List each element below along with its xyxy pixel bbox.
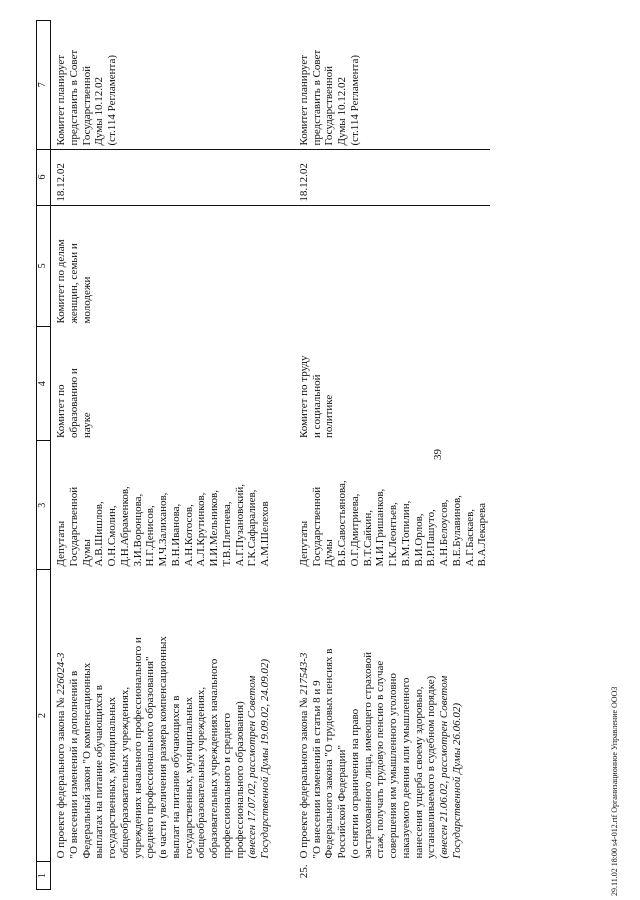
row-number — [51, 861, 273, 889]
column-header: 3 — [37, 441, 51, 569]
project-text: (о снятии ограничения на право — [348, 708, 361, 859]
spacer-cell — [273, 205, 294, 326]
project-text: выплатах на питание обучающихся в — [93, 685, 106, 859]
row-spacer — [273, 21, 294, 890]
initiators-line: А.Н.Белоусов, — [438, 499, 450, 567]
project-line — [55, 572, 68, 858]
responsible-committee-line: и социальной — [310, 374, 323, 438]
project-text: профессионального образования) — [233, 701, 246, 859]
footer-note: 29.11.02 18:00 s4-012.rtf Организационное Управление ООО3 — [610, 686, 619, 896]
initiators-line: О.Г.Дмитриева, — [348, 493, 361, 567]
spacer-cell — [273, 861, 294, 889]
initiators-line: А.Г.Баскаев, — [463, 508, 476, 567]
project-line — [349, 572, 362, 858]
project-line — [195, 572, 208, 858]
column-header: 6 — [37, 149, 51, 205]
project-text: Федерального закона "О трудовых пенсиях в — [323, 648, 336, 859]
committee-note-line: (ст.114 Регламента) — [106, 55, 118, 146]
project-line — [221, 572, 234, 858]
page-number: 39 — [432, 449, 444, 460]
initiators-line: И.И.Мельников, — [208, 490, 220, 567]
table-row — [51, 21, 273, 890]
initiators-line: Думы — [80, 539, 93, 567]
initiators-line: А.Н.Котосов, — [182, 504, 195, 567]
project-text: О проекте федерального закона № — [297, 694, 310, 859]
project-text: совершения им умышленного уголовно — [387, 673, 399, 859]
project-line — [208, 572, 221, 858]
responsible-committee-line: Комитет по труду — [297, 355, 310, 438]
review-date: 18.12.02 — [294, 149, 490, 205]
spacer-cell — [273, 569, 294, 861]
initiators-line: А.Г.Пузановский, — [233, 483, 246, 567]
project-text: застрахованного лица, имеющего страховой — [361, 652, 374, 859]
project-line — [413, 572, 426, 858]
co-committee — [51, 205, 273, 326]
initiators-line: Т.В.Плетнева, — [220, 501, 233, 567]
initiators — [51, 441, 273, 569]
initiators-line: М.Ч.Залиханов, — [157, 492, 169, 567]
project-text: выплат на питание обучающихся в — [169, 695, 182, 859]
project-italic: (внесен 21.06.02, рассмотрен Советом — [438, 675, 450, 859]
project-line — [425, 572, 438, 858]
co-committee — [294, 205, 490, 326]
committee-note — [294, 21, 490, 150]
initiators-line: Г.К.Леонтьев, — [387, 502, 399, 567]
project-description — [51, 569, 273, 861]
co-committee-line: Комитет по делам — [55, 239, 67, 324]
initiators-line: А.В.Шишлов, — [93, 501, 106, 567]
project-line — [170, 572, 183, 858]
project-text: профессионального и среднего — [220, 713, 233, 859]
initiators-line: А.М.Шелехов — [259, 501, 271, 567]
spacer-cell — [273, 21, 294, 150]
review-date: 18.12.02 — [51, 149, 273, 205]
initiators-line: Депутаты — [297, 520, 310, 567]
project-text: устанавливаемого в судебном порядке) — [425, 675, 438, 859]
table-body — [51, 21, 491, 890]
project-text: образовательных учреждениях начального — [208, 658, 220, 859]
committee-note-line: Думы 10.12.02 — [93, 77, 106, 146]
initiators-line: А.Л.Крутинков, — [195, 492, 208, 567]
project-text: наказуемого деяния или умышленного — [399, 677, 412, 859]
responsible-committee — [51, 327, 273, 441]
project-italic: 217543-3 — [297, 652, 310, 695]
project-text: государственных, муниципальных — [106, 696, 118, 859]
project-line — [68, 572, 81, 858]
project-line — [157, 572, 170, 858]
initiators-line: В.М.Топилин, — [399, 500, 412, 567]
project-line — [81, 572, 94, 858]
initiators-line: М.И.Гришанков, — [374, 488, 387, 567]
column-header: 4 — [37, 327, 51, 441]
project-line — [323, 572, 336, 858]
spacer-cell — [273, 441, 294, 569]
co-committee-line: молодежи — [80, 276, 93, 324]
project-line — [93, 572, 106, 858]
responsible-committee — [294, 327, 490, 441]
column-header: 2 — [37, 569, 51, 861]
project-italic: (внесен 17.07.02, рассмотрен Советом — [246, 675, 259, 859]
responsible-committee-line: политике — [323, 394, 336, 438]
project-text: (в части увеличения размера компенсационных — [157, 636, 169, 859]
spacer-cell — [273, 149, 294, 205]
responsible-committee-line: Комитет по — [55, 384, 67, 438]
project-text: "О внесении изменений и дополнений в — [67, 670, 80, 859]
committee-note-line: представить в Совет — [310, 49, 323, 146]
project-line — [119, 572, 132, 858]
project-text: среднего профессионального образования" — [144, 656, 157, 859]
initiators-line: Г.К.Сафаралиев, — [246, 489, 259, 567]
committee-note-line: Комитет планирует — [55, 54, 67, 146]
co-committee-line: женщин, семьи и — [67, 243, 80, 324]
row-number: 25. — [297, 864, 310, 879]
column-header: 1 — [37, 861, 51, 889]
project-line — [438, 572, 451, 858]
project-text: государственных, муниципальных — [182, 696, 195, 859]
committee-note-line: Государственной — [323, 65, 336, 146]
project-text: "О внесении изменений в статьи 8 и 9 — [310, 680, 323, 859]
initiators-line: Депутаты — [55, 520, 67, 567]
initiators-line: В.Н.Иванова, — [169, 503, 182, 567]
initiators-line: Государственной — [67, 486, 80, 567]
project-line — [387, 572, 400, 858]
project-line — [246, 572, 259, 858]
project-line — [374, 572, 387, 858]
project-line — [259, 572, 272, 858]
initiators-line: В.И.Орлов, — [412, 513, 425, 567]
committee-note — [51, 21, 273, 150]
project-line — [144, 572, 157, 858]
initiators-line: Н.Г.Денисов, — [144, 505, 157, 567]
committee-note-line: Комитет планирует — [297, 54, 310, 146]
initiators-line: Думы — [323, 539, 336, 567]
project-line — [298, 572, 311, 858]
column-header: 5 — [37, 205, 51, 326]
responsible-committee-line: образованию и — [67, 368, 80, 438]
project-text: учреждениях начального профессионального и — [131, 637, 144, 859]
project-line — [451, 572, 464, 858]
project-line — [106, 572, 119, 858]
project-line — [234, 572, 247, 858]
initiators-line: Д.Н.Абраменков, — [118, 486, 131, 567]
initiators-line: З.И.Воронцова, — [131, 493, 144, 567]
project-italic: 226024-3 — [55, 652, 67, 695]
project-line — [400, 572, 413, 858]
initiators-line: В.Р.Пашуто, — [425, 509, 438, 567]
initiators-line: В.Е.Булавинов, — [450, 495, 463, 567]
project-text: стаж, получать трудовую пенсию в случае — [374, 660, 387, 859]
column-header: 7 — [37, 21, 51, 150]
project-description — [294, 569, 490, 861]
initiators-line: О.Н.Смолин, — [106, 505, 118, 567]
initiators-line: В.А.Лекарева — [476, 503, 489, 567]
project-text: нанесения ущерба своему здоровью, — [412, 686, 425, 859]
bills-table — [36, 20, 490, 890]
project-line — [311, 572, 324, 858]
initiators-line: В.Б.Савостьянова, — [336, 480, 348, 567]
project-text: общеобразовательных учреждениях, — [118, 686, 131, 859]
project-text: общеобразовательных учреждениях, — [195, 686, 208, 859]
initiators — [294, 441, 490, 569]
committee-note-line: (ст.114 Регламента) — [348, 55, 361, 146]
project-italic: Государственной Думы 19.09.02, 24.09.02) — [259, 658, 271, 859]
responsible-committee-line: науке — [80, 412, 93, 438]
project-text: О проекте федерального закона № — [55, 694, 67, 859]
initiators-line: Государственной — [310, 486, 323, 567]
committee-note-line: Государственной — [80, 65, 93, 146]
project-line — [132, 572, 145, 858]
project-line — [362, 572, 375, 858]
initiators-line: В.Т.Сайкин, — [361, 510, 374, 567]
project-text: Российской Федерации" — [336, 745, 348, 859]
project-line — [183, 572, 196, 858]
committee-note-line: Думы 10.12.02 — [336, 77, 348, 146]
project-text: Федеральный закон "О компенсационных — [80, 662, 93, 859]
spacer-cell — [273, 327, 294, 441]
project-line — [336, 572, 349, 858]
table-header — [37, 21, 51, 890]
committee-note-line: представить в Совет — [67, 49, 80, 146]
project-italic: Государственной Думы 26.06.02) — [450, 702, 463, 859]
table-row — [294, 21, 490, 890]
